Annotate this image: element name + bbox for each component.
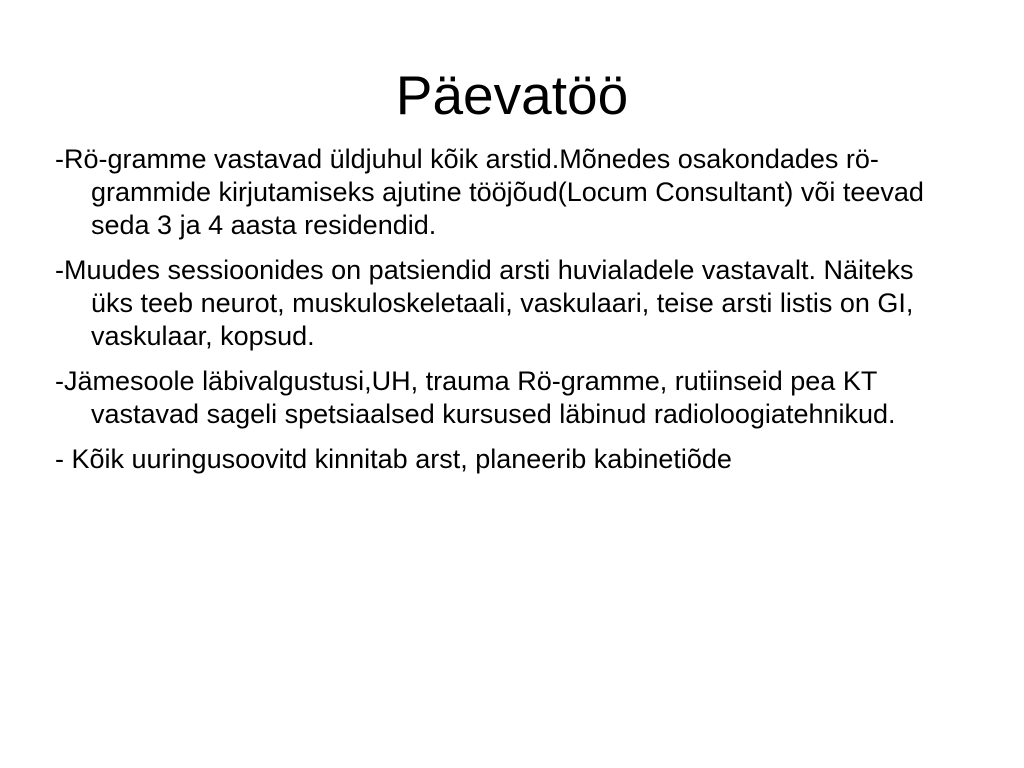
bullet-item: -Rö-gramme vastavad üldjuhul kõik arstid.Mõnedes osakondades rö-grammide kirjutamiseks ajutine tööjõud(Locum Consultant) või teevad seda 3 ja 4 aasta residendid.: [55, 144, 924, 240]
slide-title: Päevatöö: [395, 64, 629, 126]
bullet-item: -Jämesoole läbivalgustusi,UH, trauma Rö-gramme, rutiinseid pea KT vastavad sageli spetsiaalsed kursused läbinud radioloogiatehnikud.: [55, 366, 896, 429]
bullet-item: -Muudes sessioonides on patsiendid arsti huvialadele vastavalt. Näiteks üks teeb neurot, muskuloskeletaali, vaskulaari, teise arsti listis on GI, vaskulaar, kopsud.: [55, 255, 914, 351]
bullet-list: [55, 143, 955, 488]
bullet-item: - Kõik uuringusoovitd kinnitab arst, planeerib kabinetiõde: [55, 444, 732, 474]
